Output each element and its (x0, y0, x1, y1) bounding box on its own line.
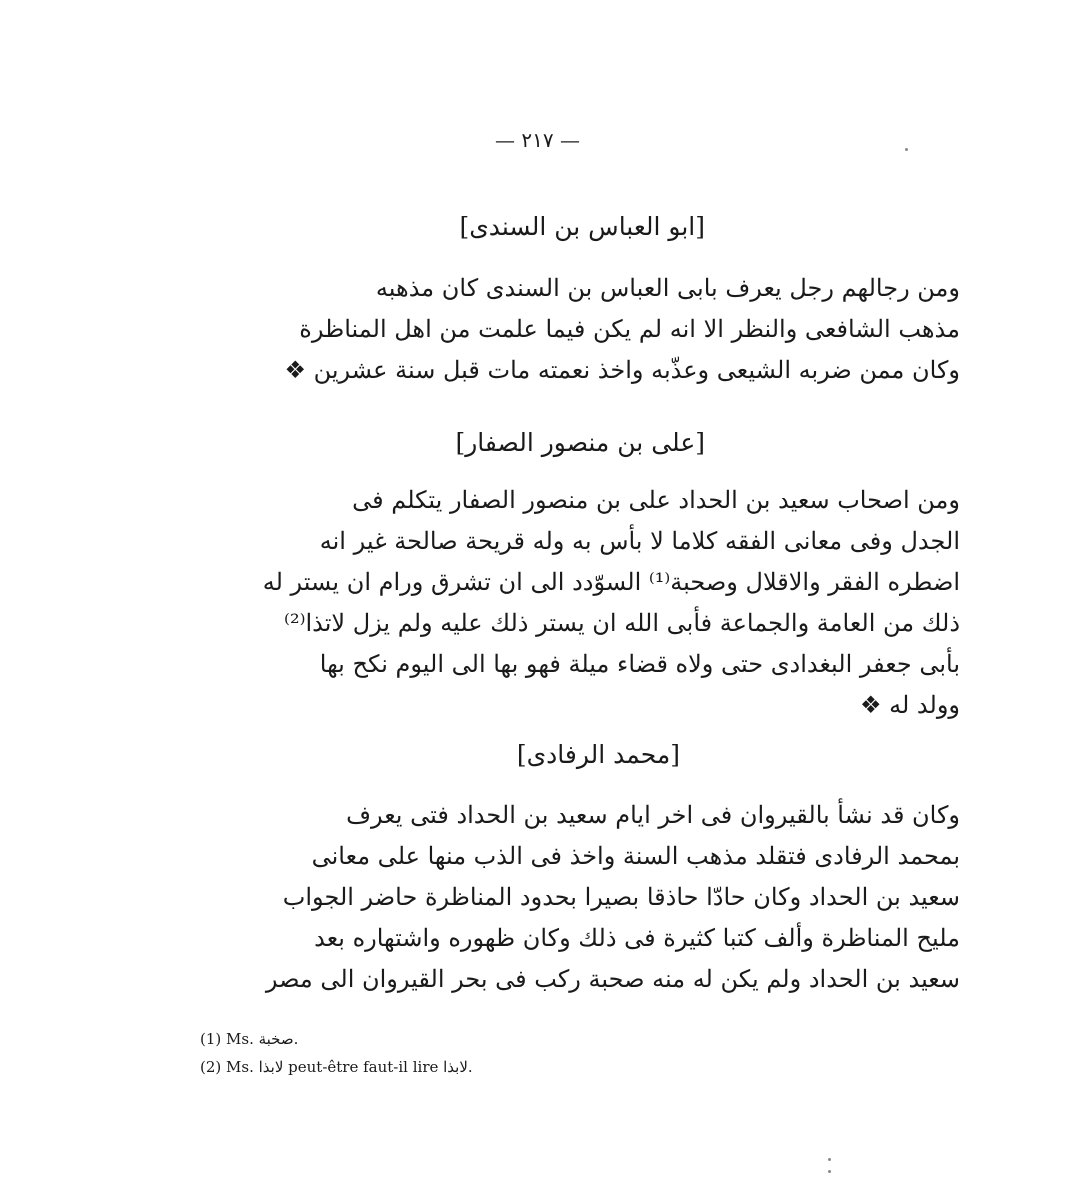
text-line: مليح المناظرة وألف كتبا كثيرة فى ذلك وكان ظهوره واشتهاره بعد (314, 924, 960, 952)
text-line: بأبى جعفر البغدادى حتى ولاه قضاء ميلة فهو بها الى اليوم نكح بها (319, 650, 960, 678)
text-line: وكان ممن ضربه الشيعى وعذّبه واخذ نعمته مات قبل سنة عشرين ❖ (284, 356, 960, 384)
page-number: — ٢١٧ — (495, 128, 580, 152)
section-heading: [على بن منصور الصفار] (455, 428, 705, 457)
text-line: وكان قد نشأ بالقيروان فى اخر ايام سعيد بن الحداد فتى يعرف (346, 801, 960, 829)
text-line: سعيد بن الحداد وكان حادّا حاذقا بصيرا بحدود المناظرة حاضر الجواب (282, 883, 960, 911)
scan-speck (828, 1158, 831, 1161)
text-line: مذهب الشافعى والنظر الا انه لم يكن فيما علمت من اهل المناظرة (299, 315, 960, 343)
text-line: ومن رجالهم رجل يعرف بابى العباس بن السندى كان مذهبه (375, 274, 960, 302)
section-paragraph (160, 795, 960, 1000)
section-paragraph (160, 268, 960, 391)
footnotes (200, 1025, 473, 1081)
text-line: اضطره الفقر والاقلال وصحبة⁽¹⁾ السوّدد الى ان تشرق ورام ان يستر له (262, 568, 960, 596)
section-heading: [محمد الرفادى] (516, 740, 680, 769)
section-paragraph (160, 480, 960, 726)
text-line: سعيد بن الحداد ولم يكن له منه صحبة ركب فى بحر القيروان الى مصر (265, 965, 960, 993)
section-heading: [ابو العباس بن السندى] (459, 212, 705, 241)
text-line: ومن اصحاب سعيد بن الحداد على بن منصور الصفار يتكلم فى (352, 486, 960, 514)
text-line: الجدل وفى معانى الفقه كلاما لا بأس به وله قريحة صالحة غير انه (319, 527, 960, 555)
text-line: بمحمد الرفادى فتقلد مذهب السنة واخذ فى الذب منها على معانى (311, 842, 960, 870)
text-line: ذلك من العامة والجماعة فأبى الله ان يستر ذلك عليه ولم يزل لاتذا⁽²⁾ (284, 609, 960, 637)
text-line: وولد له ❖ (859, 691, 960, 719)
footnote: (1) Ms. صخبة. (200, 1030, 299, 1048)
scan-speck (828, 1170, 831, 1173)
footnote: (2) Ms. لابذا peut-être faut-il lire لابذا. (200, 1058, 473, 1076)
scan-speck (905, 148, 908, 151)
